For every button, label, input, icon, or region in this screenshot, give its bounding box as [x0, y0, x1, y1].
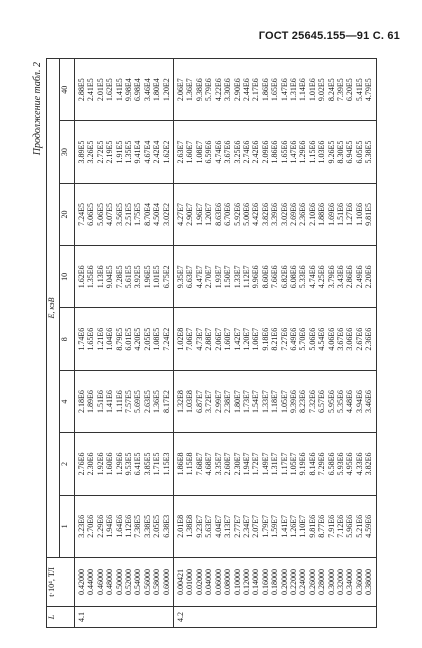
- flux-column-cell: 9.35E7 6.63E7 4.47E7 2.70E7 1.93E7 1.50E7 1.33E7 1.12E7 9.96E6 8.60E6 7.66E6 6.82E6 6.08E6 5.33E6 4.74E6 4.25E6 3.79E6 3.43E6 2.86E6 2.49E6 2.20E6: [174, 246, 377, 308]
- flux-column-cell: 2.18E6 1.89E6 1.51E6 1.41E6 1.11E6 7.57E5 5.69E5 2.63E5 1.36E5 8.17E2: [75, 370, 174, 432]
- energy-value-header: 40: [60, 59, 75, 121]
- data-table: [46, 58, 377, 628]
- energy-value-header: 20: [60, 183, 75, 245]
- energy-value-header: 30: [60, 121, 75, 183]
- table-caption: Продолжение табл. 2: [32, 62, 43, 156]
- flux-column-cell: 3.89E5 3.26E5 2.72E5 2.19E5 1.91E5 1.35E5 9.41E4 4.67E4 2.42E4 1.62E2: [75, 121, 174, 183]
- col-header-energy: E, кэВ: [47, 59, 60, 558]
- group-t-values: 0.00421 0.01000 0.02000 0.04000 0.06000 0.08000 0.10000 0.12000 0.14000 0.16000 0.18000 0.20000 0.22000 0.24000 0.26000 0.28000 0.30000 0.32000 0.34000 0.36000 0.38000: [174, 558, 377, 607]
- table-row: [174, 59, 377, 628]
- flux-column-cell: 2.63E7 1.60E7 1.08E7 6.59E6 4.74E6 3.67E6 3.25E6 2.74E6 2.42E6 2.09E6 1.86E6 1.65E6 1.47E6 1.29E6 1.15E6 1.03E6 9.26E5 8.30E5 6.94E5 6.05E5 5.38E5: [174, 121, 377, 183]
- group-L-value: 4.1: [75, 607, 174, 628]
- page-header: ГОСТ 25645.155—91 С. 61: [258, 30, 400, 42]
- energy-values-row: [60, 59, 75, 628]
- flux-column-cell: 7.24E5 6.06E5 5.06E5 4.07E5 3.56E5 2.51E5 1.75E5 8.70E4 4.50E4 3.02E2: [75, 183, 174, 245]
- flux-column-cell: 1.32E8 1.03E8 6.87E7 3.72E7 2.99E7 2.38E7 1.80E7 1.73E7 1.54E7 1.33E7 1.18E7 1.05E7 9.39E6 8.23E6 7.32E6 6.57E6 5.95E6 5.35E6 4.48E6 3.94E6 3.46E6: [174, 370, 377, 432]
- energy-value-header: 10: [60, 246, 75, 308]
- energy-value-header: 8: [60, 308, 75, 370]
- flux-column-cell: 4.27E7 2.90E7 1.96E7 1.20E7 8.63E6 6.70E6 5.92E6 5.00E6 4.42E6 3.82E6 3.39E6 3.02E6 2.69E6 2.36E6 2.10E6 1.88E6 1.69E6 1.51E6 1.27E6 1.10E6 9.81E5: [174, 183, 377, 245]
- flux-column-cell: 1.62E6 1.35E6 1.13E6 9.04E5 7.28E5 5.61E5 3.92E5 1.96E5 1.01E5 6.75E2: [75, 246, 174, 308]
- rotated-table-block: [30, 58, 415, 628]
- energy-value-header: 1: [60, 495, 75, 557]
- flux-column-cell: 2.06E7 1.36E7 9.38E6 5.79E6 4.22E6 3.30E6 2.90E6 2.44E6 2.17E6 1.86E6 1.65E6 1.47E6 1.31E6 1.14E6 1.01E6 9.02E5 8.24E5 7.39E5 6.20E5 5.41E5 4.79E5: [174, 59, 377, 121]
- energy-value-header: 4: [60, 370, 75, 432]
- flux-column-cell: 3.23E6 2.70E6 2.29E6 1.94E6 1.64E6 1.12E6 7.38E5 3.38E5 2.05E5 6.38E3: [75, 495, 174, 557]
- col-header-t: t·10⁴, ТЛ: [47, 558, 75, 607]
- group-L-value: 4.2: [174, 607, 377, 628]
- col-header-L: L: [47, 607, 75, 628]
- flux-column-cell: 2.88E5 2.41E5 2.01E5 1.62E5 1.41E5 9.98E4 6.98E4 3.46E4 1.80E4 1.20E2: [75, 59, 174, 121]
- table-body: [75, 59, 377, 628]
- group-t-values: 0.42000 0.44000 0.46000 0.48000 0.50000 0.52000 0.54000 0.56000 0.58000 0.60000: [75, 558, 174, 607]
- flux-column-cell: 2.01E8 1.38E8 9.23E7 5.63E7 4.04E7 3.13E7 2.77E7 2.34E7 2.07E7 1.79E7 1.59E7 1.41E7 1.26E7 1.10E7 9.81E6 8.77E6 7.91E6 7.12E6 5.96E6 5.21E6 4.59E6: [174, 495, 377, 557]
- flux-column-cell: 1.74E6 1.65E6 1.21E6 1.04E6 8.79E5 6.01E5 4.20E5 2.05E5 1.08E5 7.24E2: [75, 308, 174, 370]
- flux-column-cell: 1.02E8 7.06E7 4.73E7 2.88E7 2.06E7 1.60E7 1.42E7 1.20E7 1.06E7 9.18E6 8.21E6 7.27E6 6.49E6 5.70E6 5.06E6 4.54E6 4.06E6 3.67E6 3.06E6 2.67E6 2.36E6: [174, 308, 377, 370]
- energy-value-header: 2: [60, 433, 75, 495]
- flux-column-cell: 1.86E8 1.15E8 7.68E7 4.68E7 3.35E7 2.60E7 2.30E7 1.94E7 1.72E7 1.49E7 1.31E7 1.17E7 1.05E7 9.19E6 8.14E6 7.29E6 6.58E6 5.93E6 4.95E6 4.33E6 3.82E6: [174, 433, 377, 495]
- table-row: [75, 59, 174, 628]
- flux-column-cell: 2.76E6 2.30E6 1.92E6 1.60E6 1.29E6 9.53E5 6.41E5 3.85E5 1.71E5 1.15E3: [75, 433, 174, 495]
